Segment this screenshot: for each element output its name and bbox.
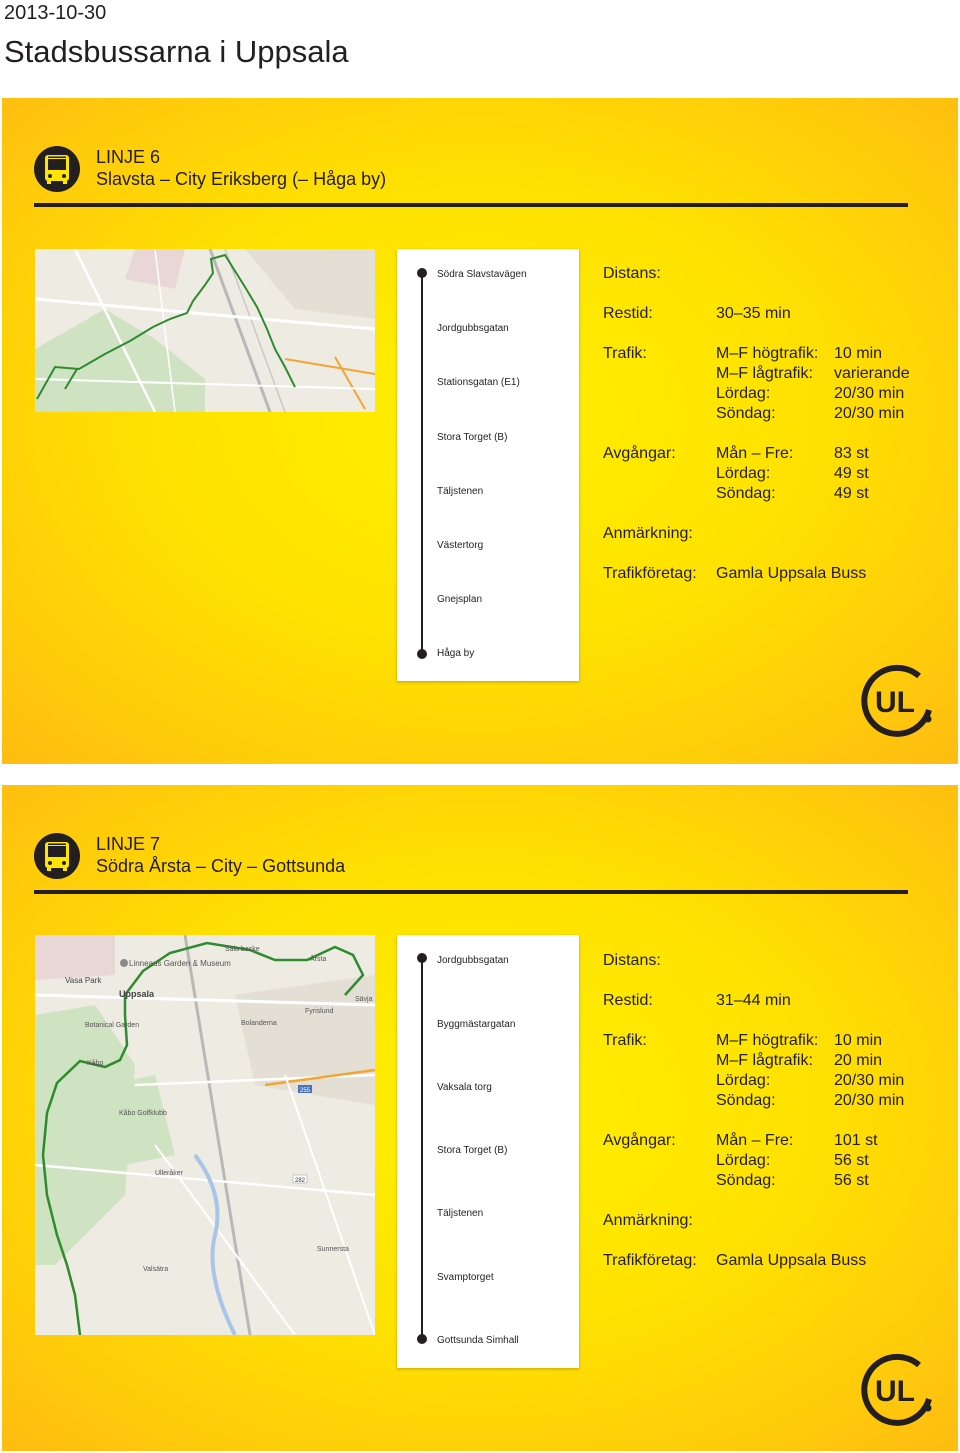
trafik-day: Söndag: [716, 405, 776, 422]
stop-name: Gottsunda Simhall [437, 1335, 519, 1346]
avgangar-label: Avgångar: [603, 445, 676, 462]
avgangar-day: Lördag: [716, 1152, 771, 1169]
stop-name: Byggmästargatan [437, 1019, 516, 1030]
avgangar-label: Avgångar: [603, 1132, 676, 1149]
stop-name: Jordgubbsgatan [437, 323, 509, 334]
trafik-label: Trafik: [603, 1032, 647, 1049]
map-label: Sala backe [225, 946, 260, 953]
document-title: Stadsbussarna i Uppsala [4, 34, 349, 69]
line-route: Södra Årsta – City – Gottsunda [96, 856, 346, 876]
document-date: 2013-10-30 [4, 2, 107, 24]
trafik-day: Lördag: [716, 1072, 771, 1089]
ul-logo-text: UL [875, 1375, 915, 1408]
trafik-value: 10 min [834, 1032, 883, 1049]
trafik-day: Söndag: [716, 1092, 776, 1109]
stop-name: Vaksala torg [437, 1082, 492, 1093]
map-label: Sävja [355, 996, 373, 1003]
restid-value: 31–44 min [716, 992, 791, 1009]
avgangar-value: 56 st [834, 1172, 869, 1189]
avgangar-day: Lördag: [716, 465, 771, 482]
bus-icon [34, 146, 80, 192]
trafik-value: varierande [834, 365, 910, 382]
ul-logo [859, 664, 935, 740]
divider [34, 890, 908, 894]
trafik-value: 10 min [834, 345, 883, 362]
stop-name: Södra Slavstavägen [437, 269, 527, 280]
route-map [35, 935, 375, 1335]
avgangar-value: 83 st [834, 445, 869, 462]
distans-label: Distans: [603, 265, 661, 282]
line-6-panel [2, 98, 958, 764]
avgangar-value: 101 st [834, 1132, 878, 1149]
bus-icon [34, 833, 80, 879]
trafikforetag-value: Gamla Uppsala Buss [716, 565, 867, 582]
avgangar-day: Söndag: [716, 485, 776, 502]
stop-name: Stora Torget (B) [437, 1145, 508, 1156]
avgangar-value: 49 st [834, 465, 869, 482]
road-shield: 255 [299, 1088, 311, 1094]
line-route: Slavsta – City Eriksberg (– Håga by) [96, 169, 387, 189]
map-label: Fyrislund [305, 1008, 334, 1015]
avgangar-day: Söndag: [716, 1172, 776, 1189]
trafik-value: 20/30 min [834, 1072, 905, 1089]
line-7-panel [2, 785, 958, 1451]
anmarkning-label: Anmärkning: [603, 1212, 693, 1229]
anmarkning-label: Anmärkning: [603, 525, 693, 542]
map-label: Årsta [310, 956, 327, 963]
trafik-value: 20/30 min [834, 405, 905, 422]
trafik-value: 20/30 min [834, 1092, 905, 1109]
restid-label: Restid: [603, 305, 653, 322]
trafikforetag-label: Trafikföretag: [603, 565, 697, 582]
map-label: Botanical Garden [85, 1022, 140, 1029]
stop-dot [417, 649, 427, 659]
map-label: Valsätra [143, 1266, 169, 1273]
map-label: Vasa Park [65, 976, 102, 985]
restid-value: 30–35 min [716, 305, 791, 322]
stop-name: Stora Torget (B) [437, 432, 508, 443]
ul-logo [859, 1353, 935, 1429]
stop-name: Stationsgatan (E1) [437, 377, 520, 388]
distans-label: Distans: [603, 952, 661, 969]
trafik-day: Lördag: [716, 385, 771, 402]
stop-name: Jordgubbsgatan [437, 955, 509, 966]
ul-logo-text: UL [875, 686, 915, 719]
stop-name: Täljstenen [437, 486, 484, 497]
trafikforetag-label: Trafikföretag: [603, 1252, 697, 1269]
stop-list [397, 249, 579, 681]
stop-name: Västertorg [437, 540, 484, 551]
line-number: LINJE 7 [96, 834, 161, 854]
stop-name: Gnejsplan [437, 594, 483, 605]
avgangar-day: Mån – Fre: [716, 1132, 794, 1149]
avgangar-value: 56 st [834, 1152, 869, 1169]
stop-dot [417, 1334, 427, 1344]
map-label: Linneaus Garden & Museum [129, 959, 231, 968]
stop-dot [417, 953, 427, 963]
map-label: Sunnersta [317, 1246, 349, 1253]
trafik-day: M–F högtrafik: [716, 345, 819, 362]
road-shield: 282 [294, 1178, 306, 1184]
stop-name: Täljstenen [437, 1208, 484, 1219]
trafik-value: 20/30 min [834, 385, 905, 402]
map-label: Kåbo [87, 1060, 104, 1067]
map-label: Bolanderna [241, 1020, 277, 1027]
trafikforetag-value: Gamla Uppsala Buss [716, 1252, 867, 1269]
avgangar-day: Mån – Fre: [716, 445, 794, 462]
line-number: LINJE 6 [96, 147, 161, 167]
trafik-day: M–F högtrafik: [716, 1032, 819, 1049]
stop-name: Håga by [437, 648, 475, 659]
map-label: Kåbo Golfklubb [119, 1110, 167, 1117]
restid-label: Restid: [603, 992, 653, 1009]
trafik-day: M–F lågtrafik: [716, 365, 813, 382]
stop-name: Svamptorget [437, 1272, 494, 1283]
avgangar-value: 49 st [834, 485, 869, 502]
stop-dot [417, 268, 427, 278]
trafik-day: M–F lågtrafik: [716, 1052, 813, 1069]
trafik-label: Trafik: [603, 345, 647, 362]
map-label: Ulleråker [155, 1170, 184, 1177]
route-map [35, 249, 375, 412]
map-label: Uppsala [119, 989, 155, 999]
trafik-value: 20 min [834, 1052, 883, 1069]
divider [34, 203, 908, 207]
